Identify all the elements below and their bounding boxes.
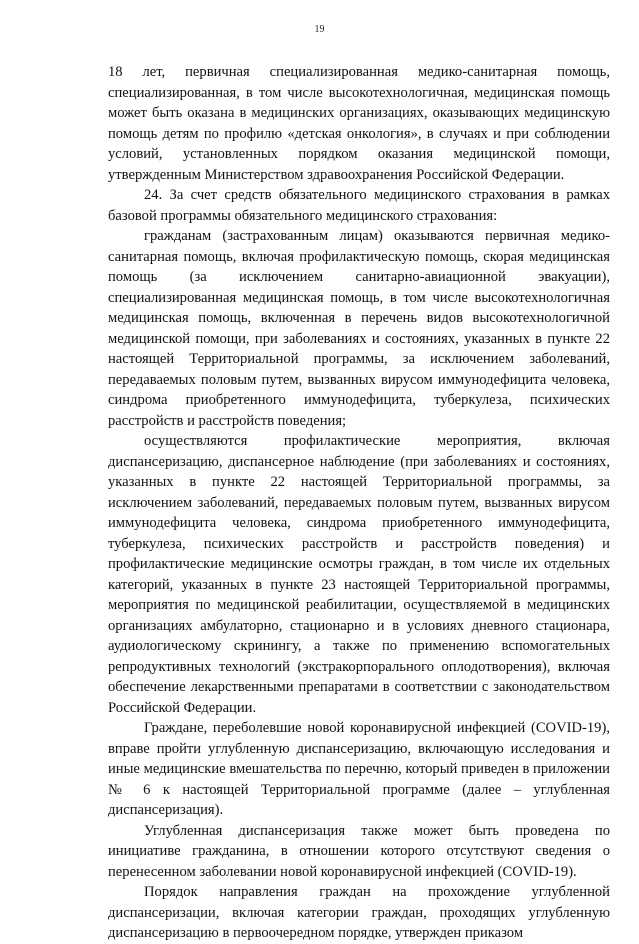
paragraph: осуществляются профилактические мероприятия, включая диспансеризацию, диспансерное наблюдение (при заболеваниях и состояниях, указанных в пункте 22 настоящей Территориальной программы, за исключением заболеваний, передаваемых половым путем, вызванных вирусом иммунодефицита человека, синдрома приобретенного иммунодефицита, туберкулеза, психических расстройств и расстройств поведения) и профилактические медицинские осмотры граждан, в том числе их отдельных категорий, указанных в пункте 23 настоящей Территориальной программы, мероприятия по медицинской реабилитации, осуществляемой в медицинских организациях амбулаторно, стационарно и в условиях дневного стационара, аудиологическому скринингу, а также по применению вспомогательных репродуктивных технологий (экстракорпорального оплодотворения), включая обеспечение лекарственными препаратами в соответствии с законодательством Российской Федерации. [108,433,610,716]
paragraph: 18 лет, первичная специализированная медико-санитарная помощь, специализированная, в том числе высокотехнологичная, медицинская помощь может быть оказана в медицинских организациях, оказывающих медицинскую помощь детям по профилю «детская онкология», в случаях и при соблюдении условий, установленных порядком оказания медицинской помощи, утвержденным Министерством здравоохранения Российской Федерации. [108,64,610,183]
paragraph: Углубленная диспансеризация также может быть проведена по инициативе гражданина, в отношении которого отсутствуют сведения о перенесенном заболевании новой коронавирусной инфекцией (COVID-19). [108,822,610,880]
paragraph: Граждане, переболевшие новой коронавирусной инфекцией (COVID-19), вправе пройти углубленную диспансеризацию, включающую исследования и иные медицинские вмешательства по перечню, который приведен в приложении № 6 к настоящей Территориальной программе (далее – углубленная диспансеризация). [108,720,610,818]
page-number: 19 [314,24,325,35]
paragraph: Порядок направления граждан на прохождение углубленной диспансеризации, включая категории граждан, проходящих углубленную диспансеризацию в первоочередном порядке, утвержден приказом [108,884,610,941]
paragraph: гражданам (застрахованным лицам) оказываются первичная медико-санитарная помощь, включая профилактическую помощь, скорая медицинская помощь (за исключением санитарно-авиационной эвакуации), специализированная медицинская помощь, в том числе высокотехнологичная медицинская помощь, включенная в перечень видов высокотехнологичной медицинской помощи, при заболеваниях и состояниях, указанных в пункте 22 настоящей Территориальной программы, за исключением заболеваний, передаваемых половым путем, вызванных вирусом иммунодефицита человека, синдрома приобретенного иммунодефицита, туберкулеза, психических расстройств и расстройств поведения; [108,228,610,429]
paragraph: 24. За счет средств обязательного медицинского страхования в рамках базовой программы обязательного медицинского страхования: [108,187,610,224]
body-text [108,62,610,944]
